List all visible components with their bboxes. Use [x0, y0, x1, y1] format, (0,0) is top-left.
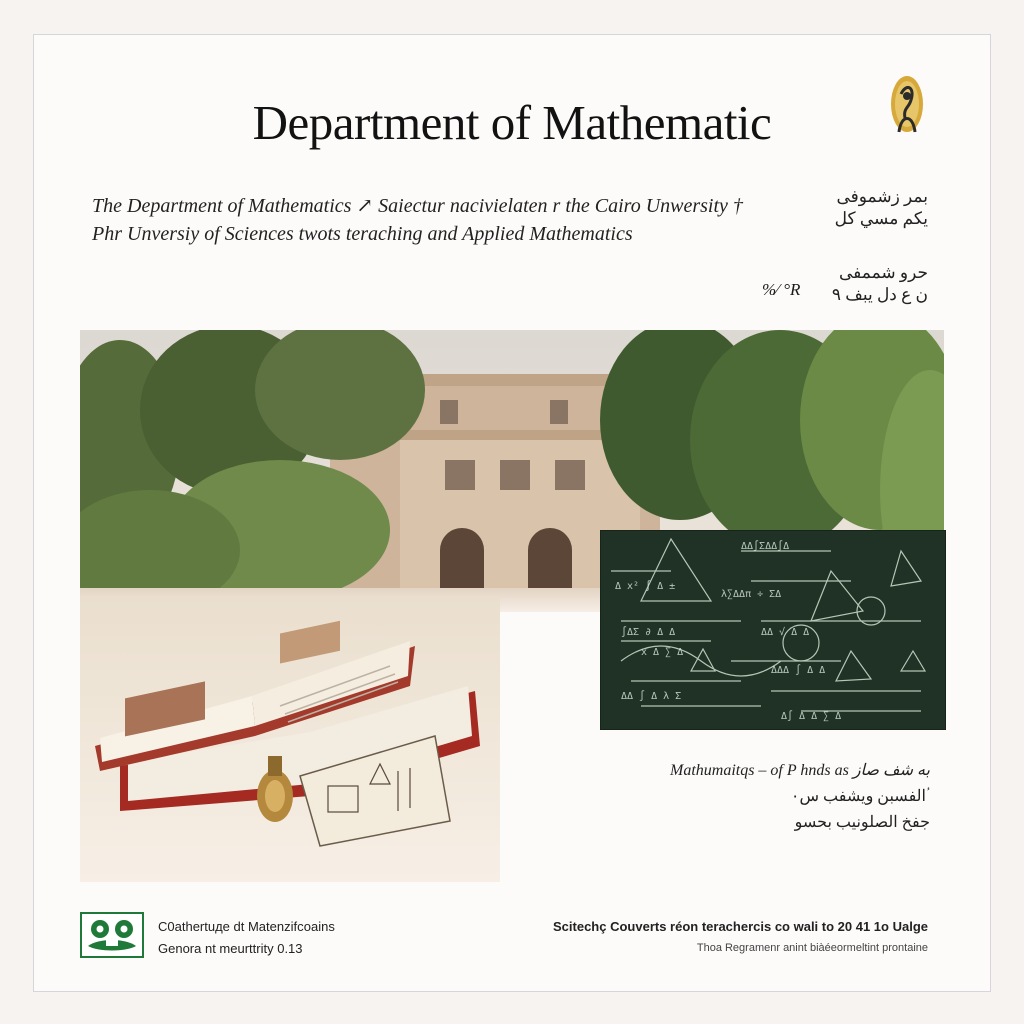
intro-line-1: The Department of Mathematics ↗ Saiectur nacivielaten r the Cairo Unwersity †: [92, 195, 743, 217]
footer-left-line-2: Genora nt mеurttrity 0.13: [158, 941, 303, 956]
footer-right-line-2: Thoa Regramenr anint biàéeormeltint prontaine: [696, 942, 928, 954]
svg-text:ΔΔ∫ΣΔΔ∫Δ: ΔΔ∫ΣΔΔ∫Δ: [741, 541, 790, 552]
footer-right-text: [553, 916, 928, 958]
side-note-a-line-1: بمر زشموفى: [836, 187, 928, 206]
caption-line-1: Mathumaitqs – of P hnds as به شف صاز: [669, 762, 930, 779]
svg-text:∫ΔΣ ∂ Δ Δ: ∫ΔΣ ∂ Δ Δ: [621, 627, 676, 638]
chalkboard-image: [601, 531, 945, 729]
footer-left-line-1: C0athertuде dt Matenzifсоains: [158, 919, 335, 934]
footer-right-line-1: Scitechç Couverts réon teracherсis co wali to 20 41 1o Ualge: [553, 919, 928, 934]
side-note-b-line-2: ن ع دل يبف ٩: [831, 285, 928, 304]
intro-line-2: Phr Unversiy of Sciences twots teraching and Applied Mathematics: [92, 223, 633, 245]
side-note-b: [820, 262, 928, 306]
side-note-b-line-1: حرو شممفى: [838, 263, 928, 282]
svg-text:ΔΔ ∫ Δ λ Σ: ΔΔ ∫ Δ λ Σ: [621, 691, 682, 702]
image-caption: [640, 758, 930, 836]
code-mark: %⁄ °R: [762, 280, 801, 299]
footer-left-text: [158, 916, 335, 960]
svg-text:x Δ ∑ Δ: x Δ ∑ Δ: [641, 647, 684, 658]
caption-line-3: جفخ الصلونيب بحسو: [794, 814, 930, 831]
department-crest-icon: [887, 74, 927, 140]
page-title: Department of Mathematic: [252, 95, 772, 150]
svg-text:ΔΔΔ ∫ Δ Δ: ΔΔΔ ∫ Δ Δ: [771, 665, 826, 676]
side-note-a: [820, 186, 928, 230]
books-illustration: [80, 596, 500, 882]
side-note-a-line-2: يكم مسي كل: [834, 209, 928, 228]
svg-text:ΔΔ √ Δ Δ: ΔΔ √ Δ Δ: [761, 627, 810, 638]
intro-text: [92, 192, 852, 248]
svg-text:λ∑ΔΔπ ÷ ΣΔ: λ∑ΔΔπ ÷ ΣΔ: [721, 589, 782, 600]
caption-line-2: الفسبن ويشفب س٠ ؙ: [790, 788, 930, 805]
svg-text:Δ x² ∫ Δ ±: Δ x² ∫ Δ ±: [615, 581, 676, 592]
faculty-logo-icon: [80, 912, 144, 958]
svg-text:Δ∫ Δ Δ ∑ Δ: Δ∫ Δ Δ ∑ Δ: [781, 711, 842, 722]
